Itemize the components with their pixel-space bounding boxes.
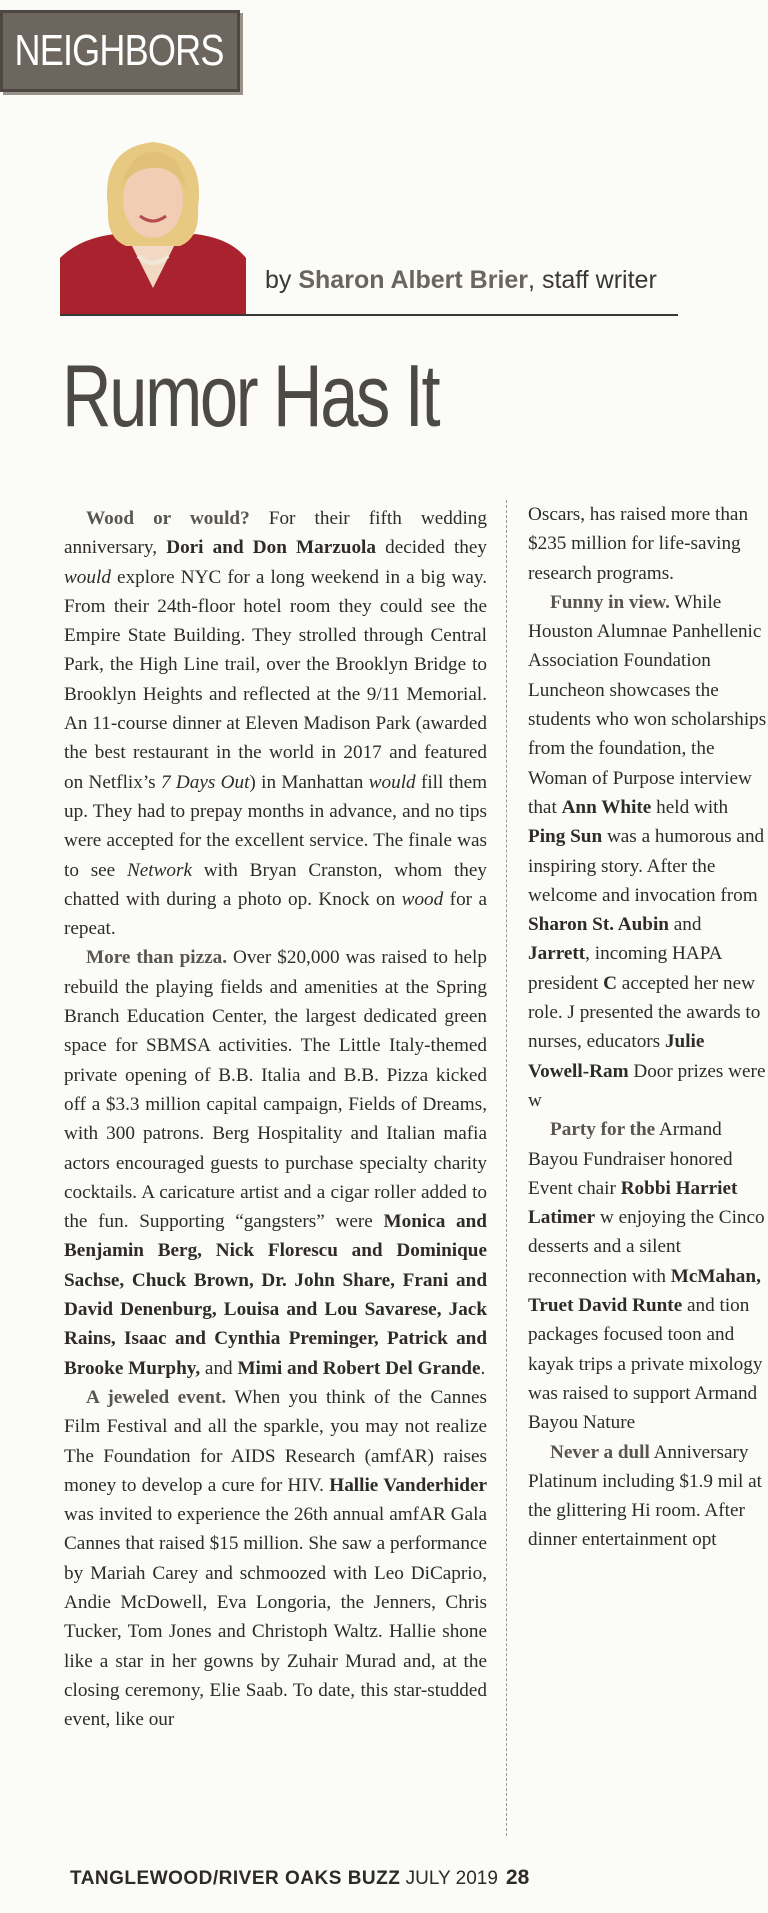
header-rule bbox=[60, 314, 678, 316]
column-2 bbox=[528, 500, 767, 1840]
paragraph-pizza: More than pizza. Over $20,000 was raised to help rebuild the playing fields and amenities at the Spring Branch Education Center, the largest dedicated green space for SBMSA activities. The Little Italy-themed private opening of B.B. Italia and B.B. Pizza kicked off a $3.3 million capital campaign, Fields of Dreams, with 300 patrons. Berg Hospitality and Italian mafia actors encouraged guests to purchase specialty charity cocktails. A caricature artist and a cigar roller added to the fun. Supporting “gangsters” were Monica and Benjamin Berg, Nick Florescu and Dominique Sachse, Chuck Brown, Dr. John Share, Frani and David Denenburg, Louisa and Lou Savarese, Jack Rains, Isaac and Cynthia Preminger, Patrick and Brooke Murphy, and Mimi and Robert Del Grande. bbox=[64, 947, 487, 1379]
paragraph-wood: Wood or would? For their fifth wedding anniversary, Dori and Don Marzuola decided they would explore NYC for a long weekend in a big way. From their 24th-floor hotel room they could see the Empire State Building. They strolled through Central Park, the High Line trail, over the Brooklyn Bridge to Brooklyn Heights and reflected at the 9/11 Memorial. An 11-course dinner at Eleven Madison Park (awarded the best restaurant in the world in 2017 and featured on Netflix’s 7 Days Out) in Manhattan would fill them up. They had to prepay months in advance, and no tips were accepted for the excellent service. The finale was to see Network with Bryan Cranston, whom they chatted with during a photo op. Knock on wood for a repeat. bbox=[64, 508, 488, 940]
lead-in: Wood or would? bbox=[86, 508, 250, 529]
lead-in: Funny in view. bbox=[550, 591, 670, 613]
names: Monica and Benjamin Berg, Nick Florescu and Dominique Sachse, Chuck Brown, Dr. John Share, Frani and David Denenburg, Louisa and Lou Savarese, Jack Rains, Isaac and Cynthia Preminger, Patrick and Brooke Murphy, bbox=[64, 1211, 487, 1379]
page-footer bbox=[70, 1866, 529, 1890]
names: Mimi and Robert Del Grande bbox=[237, 1357, 481, 1379]
byline-role: , staff writer bbox=[528, 266, 657, 294]
lead-in: A jeweled event. bbox=[86, 1386, 227, 1408]
paragraph-never-dull: Never a dull Anniversary Platinum including $1.9 mil at the glittering Hi room. After dinner entertainment opt bbox=[528, 1441, 762, 1551]
paragraph-continued: Oscars, has raised more than $235 million for life-saving research programs. bbox=[528, 504, 749, 584]
column-1 bbox=[64, 504, 487, 1734]
paragraph-jeweled: A jeweled event. When you think of the Cannes Film Festival and all the sparkle, you may not realize The Foundation for AIDS Research (amfAR) raises money to develop a cure for HIV. Hallie Vanderhider was invited to experience the 26th annual amfAR Gala Cannes that raised $15 million. She saw a performance by Mariah Carey and schmoozed with Leo DiCaprio, Andie McDowell, Eva Longoria, the Jenners, Chris Tucker, Tom Jones and Christoph Waltz. Hallie shone like a star in her gowns by Zuhair Murad and, at the closing ceremony, Elie Saab. To date, this star-studded event, like our bbox=[64, 1386, 488, 1731]
names: Hallie Vanderhider bbox=[329, 1474, 488, 1496]
byline-author: Sharon Albert Brier bbox=[298, 266, 529, 294]
page-number: 28 bbox=[505, 1866, 530, 1889]
names: Dori and Don Marzuola bbox=[166, 537, 376, 559]
column-divider bbox=[506, 500, 507, 1836]
byline bbox=[265, 266, 657, 295]
lead-in: Never a dull bbox=[550, 1441, 650, 1463]
section-tag bbox=[0, 10, 240, 92]
paragraph-funny: Funny in view. While Houston Alumnae Panhellenic Association Foundation Luncheon showcases the students who won scholarships from the foundation, the Woman of Purpose interview that Ann White held with Ping Sun was a humorous and inspiring story. After the welcome and invocation from Sharon St. Aubin and Jarrett, incoming HAPA president C accepted her new role. J presented the awards to nurses, educators Julie Vowell-Ram Door prizes were w bbox=[528, 591, 767, 1111]
headline: Rumor Has It bbox=[62, 346, 439, 445]
lead-in: More than pizza. bbox=[86, 947, 228, 969]
section-label: NEIGHBORS bbox=[14, 26, 224, 75]
author-photo bbox=[60, 138, 246, 314]
issue-date: JULY 2019 bbox=[400, 1868, 498, 1889]
lead-in: Party for the bbox=[550, 1119, 656, 1141]
paragraph-party: Party for the Armand Bayou Fundraiser honored Event chair Robbi Harriet Latimer w enjoying the Cinco desserts and a silent reconnection with McMahan, Truet David Runte and tion packages focused toon and kayak trips a private mixology was raised to support Armand Bayou Nature bbox=[528, 1119, 765, 1434]
byline-by: by bbox=[265, 266, 292, 294]
publication-name: TANGLEWOOD/RIVER OAKS BUZZ bbox=[70, 1868, 401, 1889]
